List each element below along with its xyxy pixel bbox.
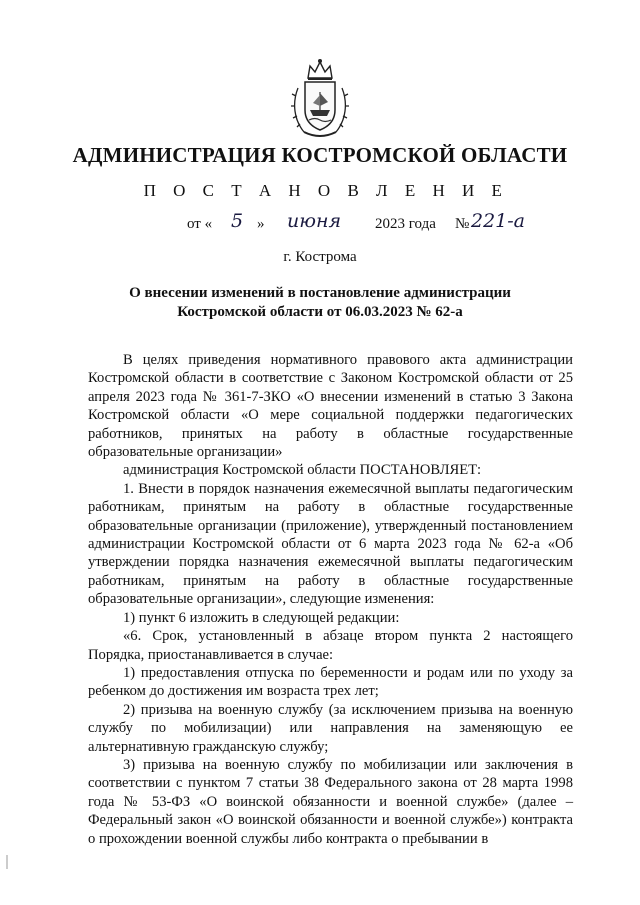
coat-of-arms-icon <box>290 58 350 140</box>
paragraph: 2) призыва на военную службу (за исключением призыва на военную службу по мобилизации) или направления на заменяющую ее альтернативную гражданскую службу; <box>88 701 573 755</box>
number-label: № <box>455 216 470 232</box>
paragraph: В целях приведения нормативного правового акта администрации Костромской области в соответствие с Законом Костромской области от 25 апреля 2023 года № 361-7-ЗКО «О внесении изменений в статью 3 Закона Костромской области «О мере социальной поддержки педагогических работников, принятых на работу в областные государственные образовательные организации» <box>88 352 573 461</box>
organization-title: АДМИНИСТРАЦИЯ КОСТРОМСКОЙ ОБЛАСТИ <box>72 143 568 167</box>
subject-line-2: Костромской области от 06.03.2023 № 62-а <box>177 304 463 320</box>
document-subject <box>0 284 640 322</box>
document-type: П О С Т А Н О В Л Е Н И Е <box>143 181 509 200</box>
date-year: 2023 года <box>375 216 436 232</box>
paragraph: 1) предоставления отпуска по беременности и родам или по уходу за ребенком до достижения им возраста трех лет; <box>88 664 573 700</box>
paragraph: администрация Костромской области ПОСТАНОВЛЯЕТ: <box>123 462 482 479</box>
date-month: июня <box>287 210 342 232</box>
date-day: 5 <box>231 210 244 232</box>
date-prefix: от « <box>187 216 213 232</box>
paragraph: 1. Внести в порядок назначения ежемесячной выплаты педагогическим работникам, принятым на работу в областные государственные образовательные организации (приложение), утвержденный постановлением администрации Костромской области от 6 марта 2023 года № 62-а «Об утверждении порядка назначения ежемесячной выплаты педагогическим работникам, принятым на работу в областные государственные образовательные организации», следующие изменения: <box>88 480 573 608</box>
document-number: 221-а <box>471 210 526 232</box>
date-line <box>187 210 567 236</box>
paragraph: 3) призыва на военную службу по мобилизации или заключения в соответствии с пунктом 7 статьи 38 Федерального закона от 28 марта 1998 года № 53-ФЗ «О воинской обязанности и военной службе» (далее – Федеральный закон «О воинской обязанности и военной службе») контракта о прохождении военной службы либо контракта о пребывании в <box>88 756 573 847</box>
date-close-quote: » <box>257 216 265 232</box>
city: г. Кострома <box>283 249 357 265</box>
paragraph: «6. Срок, установленный в абзаце втором пункта 2 настоящего Порядка, приостанавливается в случае: <box>88 628 573 663</box>
document-body <box>88 351 573 848</box>
subject-line-1: О внесении изменений в постановление администрации <box>129 285 511 301</box>
paragraph: 1) пункт 6 изложить в следующей редакции: <box>123 609 400 626</box>
scan-margin-mark <box>6 855 8 869</box>
